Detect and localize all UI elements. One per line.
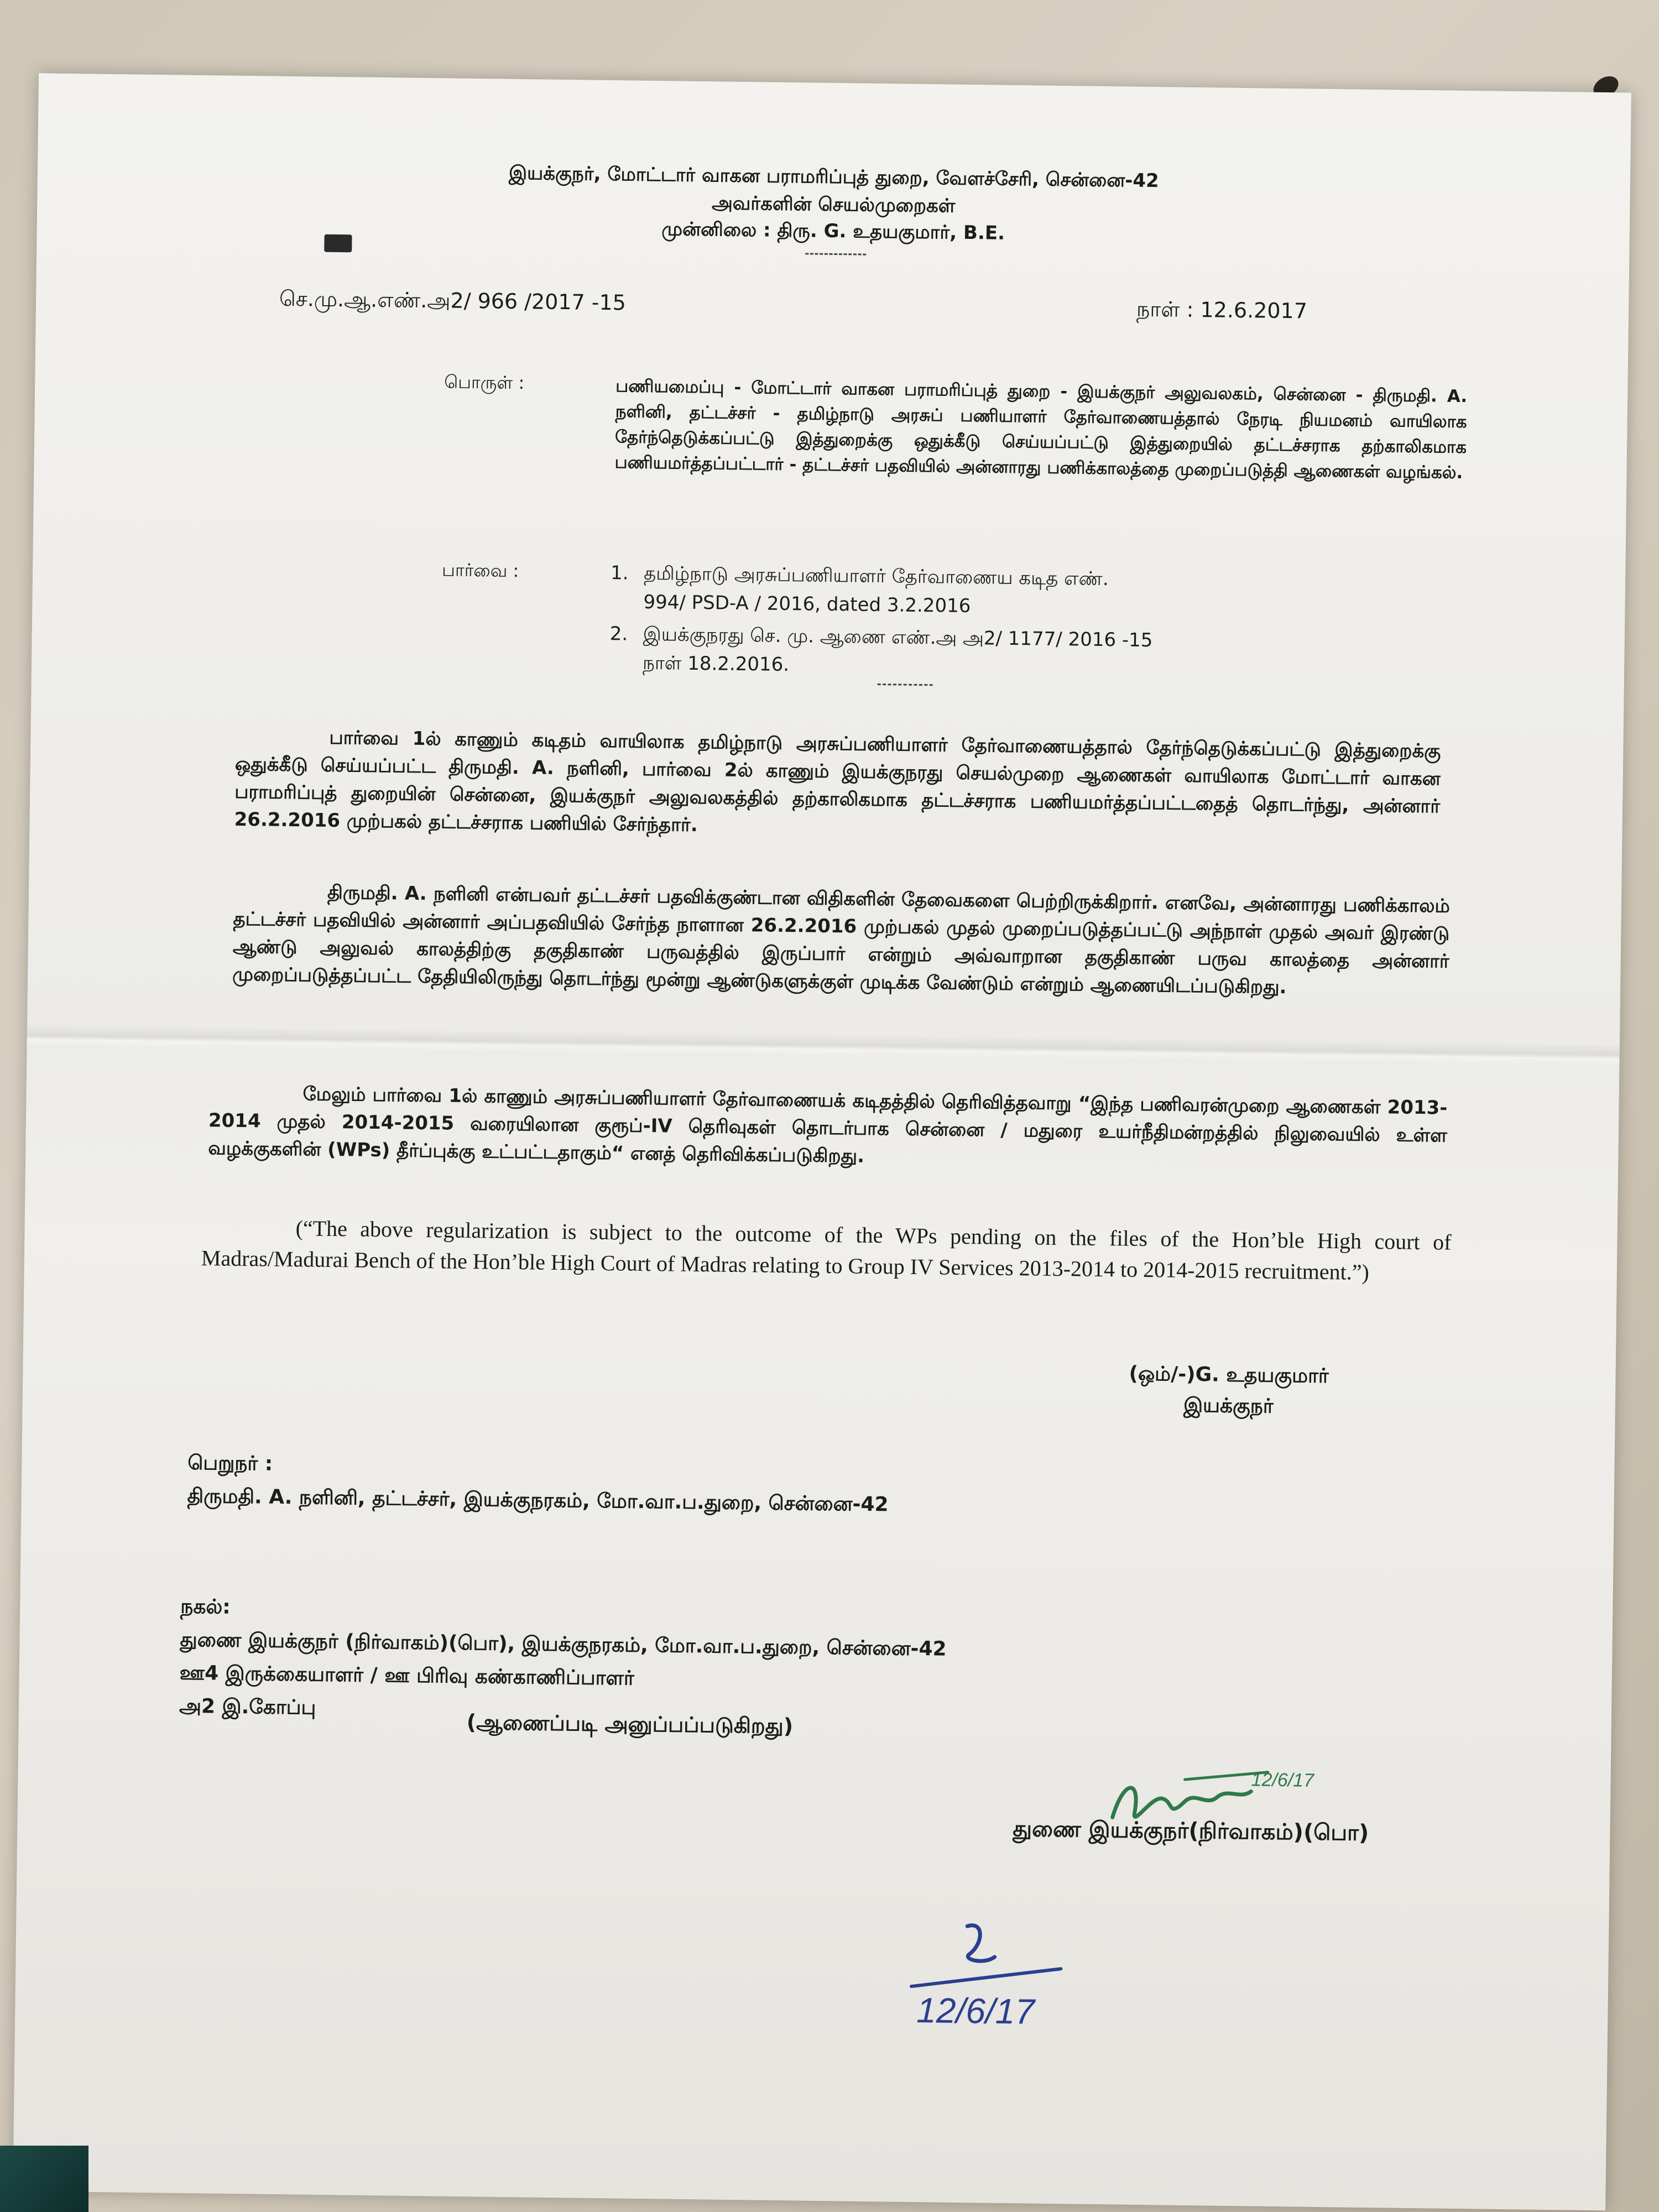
copy-label: நகல்: (180, 1595, 231, 1619)
reference-1-line-1: தமிழ்நாடு அரசுப்பணியாளர் தேர்வாணைய கடித எண். (643, 562, 1109, 591)
table-edge (0, 0, 367, 4)
body-paragraph-2: திருமதி. A. நளினி என்பவர் தட்டச்சர் பதவிக்குண்டான விதிகளின் தேவைகளை பெற்றிருக்கிறார். எனவே, அன்னாரது பணிக்காலம் தட்டச்சர் பதவியில் அன்னார் அப்பதவியில் சேர்ந்த நாளான 26.2.2016 முற்பகல் முதல் முறைப்படுத்தப்பட்டு அந்நாள் முதல் அவர் இரண்டு ஆண்டு அலுவல் காலத்திற்கு தகுதிகாண் பருவத்தில் இருப்பார் என்றும் அவ்வாறான தகுதிகாண் பருவ காலத்தை அன்னார் முறைப்படுத்தப்பட்ட தேதியிலிருந்து தொடர்ந்து மூன்று ஆண்டுகளுக்குள் முடிக்க வேண்டும் என்றும் ஆணையிடப்படுகிறது. (232, 881, 1451, 999)
green-signature-date: 12/6/17 (1251, 1769, 1314, 1791)
subject-text: பணியமைப்பு - மோட்டார் வாகன பராமரிப்புத் துறை - இயக்குநர் அலுவலகம், சென்னை - திருமதி. A. நளினி, தட்டச்சர் - தமிழ்நாடு அரசுப் பணியாளர் தேர்வாணையத்தால் நேரடி நியமனம் வாயிலாக தேர்ந்தெடுக்கப்பட்டு இத்துறைக்கு ஒதுக்கீடு செய்யப்பட்டு இத்துறையில் தட்டச்சராக தற்காலிகமாக பணியமர்த்தப்பட்டார் - தட்டச்சர் பதவியில் அன்னாரது பணிக்காலத்தை முறைப்படுத்தி ஆணைகள் வழங்கல். (614, 376, 1468, 483)
references-list (609, 559, 1441, 690)
deputy-director-title: துணை இயக்குநர்(நிர்வாகம்)(பொ) (1013, 1816, 1369, 1846)
references-label: பார்வை : (441, 559, 519, 582)
copy-line-3: அ2 இ.கோப்பு (179, 1694, 316, 1719)
body-paragraph-3: மேலும் பார்வை 1ல் காணும் அரசுப்பணியாளர் தேர்வாணையக் கடிதத்தில் தெரிவித்தவாறு “இந்த பணிவரன்முறை ஆணைகள் 2013-2014 முதல் 2014-2015 வரையிலான குரூப்-IV தெரிவுகள் தொடர்பாக சென்னை / மதுரை உயர்நீதிமன்றத்தில் நிலுவையில் உள்ள வழக்குகளின் (WPs) தீர்ப்புக்கு உட்பட்டதாகும்“ எனத் தெரிவிக்கப்படுகிறது. (208, 1083, 1448, 1167)
forwarding-note: (ஆணைப்படி அனுப்பப்படுகிறது) (466, 1710, 794, 1739)
header-line-3: முன்னிலை : திரு. G. உதயகுமார், B.E. (661, 218, 1005, 244)
recipient-label: பெறுநர் : (187, 1451, 273, 1475)
document-date: நாள் : 12.6.2017 (1136, 296, 1308, 324)
header-line-1: இயக்குநர், மோட்டார் வாகன பராமரிப்புத் துறை, வேளச்சேரி, சென்னை-42 (508, 161, 1159, 192)
reference-1-line-2: 994/ PSD-A / 2016, dated 3.2.2016 (643, 591, 971, 618)
signatory-name: (ஒம்/-)G. உதயகுமார் (1129, 1362, 1329, 1388)
document-page (13, 73, 1631, 2210)
signatory-title: இயக்குநர் (1183, 1394, 1274, 1418)
reference-number-1: 1. (610, 562, 629, 585)
reference-number-2: 2. (609, 623, 628, 645)
signatory-block (1128, 1359, 1329, 1423)
reference-2-line-1: இயக்குநரது செ. மு. ஆணை எண்.அ அ2/ 1177/ 2016 -15 (643, 623, 1153, 652)
reference-item (609, 619, 1439, 687)
body-paragraph-1: பார்வை 1ல் காணும் கடிதம் வாயிலாக தமிழ்நாடு அரசுப்பணியாளர் தேர்வாணையத்தால் தேர்ந்தெடுக்கப்பட்டு இத்துறைக்கு ஒதுக்கீடு செய்யப்பட்ட திருமதி. A. நளினி, பார்வை 2ல் காணும் இயக்குநரது செயல்முறை ஆணைகள் வாயிலாக மோட்டார் வாகன பராமரிப்புத் துறையின் சென்னை, இயக்குநர் அலுவலகத்தில் தற்காலிகமாக தட்டச்சராக பணியமர்த்தப்பட்டதைத் தொடர்ந்து, அன்னார் 26.2.2016 முற்பகல் தட்டச்சராக பணியில் சேர்ந்தார். (234, 726, 1441, 837)
blue-signature (900, 1903, 1100, 2049)
copy-line-1: துணை இயக்குநர் (நிர்வாகம்)(பொ), இயக்குநரகம், மோ.வா.ப.துறை, சென்னை-42 (180, 1628, 947, 1661)
header-line-2: அவர்களின் செயல்முறைகள் (711, 192, 956, 217)
reference-number: செ.மு.ஆ.எண்.அ2/ 966 /2017 -15 (279, 286, 627, 315)
recipient-text: திருமதி. A. நளினி, தட்டச்சர், இயக்குநரகம், மோ.வா.ப.துறை, சென்னை-42 (187, 1484, 889, 1516)
table-object (0, 2146, 88, 2212)
reference-item (610, 559, 1440, 626)
copy-line-2: ஊ4 இருக்கையாளர் / ஊ பிரிவு கண்காணிப்பாளர் (179, 1661, 635, 1690)
reference-2-line-2: நாள் 18.2.2016. (642, 651, 790, 676)
section-separator (878, 684, 933, 686)
body-paragraph-english: (“The above regularization is subject to the outcome of the WPs pending on the files of the Hon’ble High court of Madras/Madurai Bench of the Hon’ble High Court of Madras relating to Group IV Services 2013-2014 to 2014-2015 recruitment.”) (201, 1215, 1452, 1285)
subject-label: பொருள் : (444, 371, 525, 394)
paper-fold (27, 1024, 1620, 1066)
recipient-block (187, 1447, 889, 1521)
header-separator (805, 253, 866, 255)
blue-signature-date: 12/6/17 (916, 1990, 1035, 2032)
